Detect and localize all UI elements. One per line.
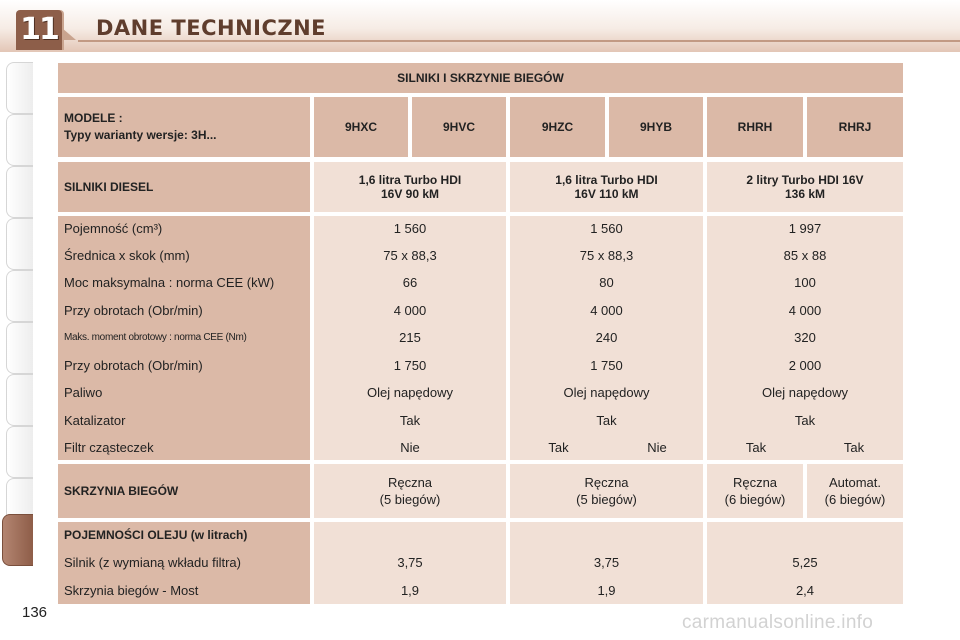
oil-value: 1,9 [597, 583, 616, 598]
gearbox-line1: Ręczna [584, 475, 629, 490]
spec-value: 240 [595, 330, 618, 345]
engine-line1: 1,6 litra Turbo HDI [358, 173, 462, 187]
model-label-line2: Typy warianty wersje: 3H... [64, 128, 217, 142]
gearbox-cell [314, 464, 506, 518]
gearbox-line1: Automat. [828, 475, 882, 490]
side-tab-6[interactable] [6, 322, 33, 374]
spec-value: 1 750 [590, 358, 623, 373]
side-tab-active[interactable] [2, 514, 33, 566]
filter-value: Tak [548, 440, 569, 455]
oil-value: 3,75 [397, 555, 423, 570]
gearbox-cell [707, 464, 803, 518]
spec-value: 320 [794, 330, 816, 345]
side-tab-3[interactable] [6, 166, 33, 218]
gearbox-line2: (6 biegów) [724, 492, 786, 507]
model-header: RHRJ [838, 120, 872, 134]
spec-label: Paliwo [64, 385, 103, 400]
filter-value: Nie [647, 440, 667, 455]
spec-value: 1 750 [393, 358, 427, 373]
page-number: 136 [22, 604, 48, 621]
spec-value: 85 x 88 [783, 248, 827, 263]
side-tab-5[interactable] [6, 270, 33, 322]
gearbox-line2: (5 biegów) [576, 492, 637, 507]
side-tab-2[interactable] [6, 114, 33, 166]
spec-label: Średnica x skok (mm) [64, 248, 190, 263]
chapter-number: 11 [20, 12, 58, 47]
oil-value: 1,9 [400, 583, 420, 598]
filter-value: Nie [400, 440, 420, 455]
chapter-tab-notch [62, 28, 76, 40]
engine-line2: 16V 90 kM [380, 187, 440, 201]
spec-value: 66 [402, 275, 418, 290]
spec-value: Olej napędowy [762, 385, 848, 400]
spec-label: Pojemność (cm³) [64, 221, 163, 236]
side-tab-7[interactable] [6, 374, 33, 426]
spec-value: 1 560 [590, 221, 623, 236]
gearbox-cell [510, 464, 703, 518]
side-tab-8[interactable] [6, 426, 33, 478]
oil-value: 2,4 [795, 583, 815, 598]
spec-label: Maks. moment obrotowy : norma CEE (Nm) [64, 332, 247, 343]
oil-row-label: Skrzynia biegów - Most [64, 583, 199, 598]
spec-value: 75 x 88,3 [579, 248, 634, 263]
spec-value: 75 x 88,3 [383, 248, 437, 263]
filter-value: Tak [843, 440, 865, 455]
header-divider [78, 40, 960, 42]
spec-value: Tak [596, 413, 617, 428]
side-tab-1[interactable] [6, 62, 33, 114]
spec-value: Olej napędowy [563, 385, 650, 400]
model-label-cell [58, 97, 310, 157]
oil-row-label: Silnik (z wymianą wkładu filtra) [64, 555, 241, 570]
engine-line1: 1,6 litra Turbo HDI [555, 173, 658, 187]
page-title: DANE TECHNICZNE [96, 16, 327, 40]
spec-label: Przy obrotach (Obr/min) [64, 358, 203, 373]
gearbox-line2: (5 biegów) [379, 492, 441, 507]
model-label-line1: MODELE : [64, 111, 123, 125]
oil-value: 3,75 [593, 555, 620, 570]
table-title: SILNIKI I SKRZYNIE BIEGÓW [397, 71, 564, 85]
spec-value: Tak [794, 413, 816, 428]
model-header: 9HYB [639, 120, 672, 134]
oil-label: POJEMNOŚCI OLEJU (w litrach) [64, 528, 248, 542]
gearbox-cell [807, 464, 903, 518]
spec-value: 1 997 [788, 221, 822, 236]
spec-value: 100 [794, 275, 816, 290]
spec-label: Moc maksymalna : norma CEE (kW) [64, 275, 275, 290]
model-header: 9HZC [541, 120, 574, 134]
spec-value: 1 560 [393, 221, 427, 236]
spec-label: Katalizator [64, 413, 126, 428]
gearbox-label: SKRZYNIA BIEGÓW [64, 484, 179, 498]
oil-value: 5,25 [792, 555, 818, 570]
engine-line2: 16V 110 kM [574, 187, 639, 201]
filter-value: Tak [745, 440, 767, 455]
spec-value: 4 000 [393, 303, 427, 318]
spec-value: 80 [599, 275, 614, 290]
model-header: RHRH [737, 120, 773, 134]
gearbox-line2: (6 biegów) [824, 492, 886, 507]
gearbox-line1: Ręczna [387, 475, 433, 490]
gearbox-line1: Ręczna [732, 475, 778, 490]
engine-line2: 136 kM [784, 187, 826, 201]
model-header: 9HXC [344, 120, 377, 134]
spec-label: Przy obrotach (Obr/min) [64, 303, 203, 318]
spec-value: 215 [399, 330, 421, 345]
spec-value: 4 000 [590, 303, 623, 318]
spec-value: 2 000 [788, 358, 822, 373]
watermark: carmanualsonline.info [682, 612, 874, 633]
spec-value: Olej napędowy [367, 385, 453, 400]
spec-value: 4 000 [788, 303, 822, 318]
model-header: 9HVC [442, 120, 475, 134]
engine-label: SILNIKI DIESEL [64, 180, 154, 194]
spec-value: Tak [399, 413, 421, 428]
engine-line1: 2 litry Turbo HDI 16V [746, 173, 864, 187]
filter-label: Filtr cząsteczek [64, 440, 154, 455]
side-tab-4[interactable] [6, 218, 33, 270]
